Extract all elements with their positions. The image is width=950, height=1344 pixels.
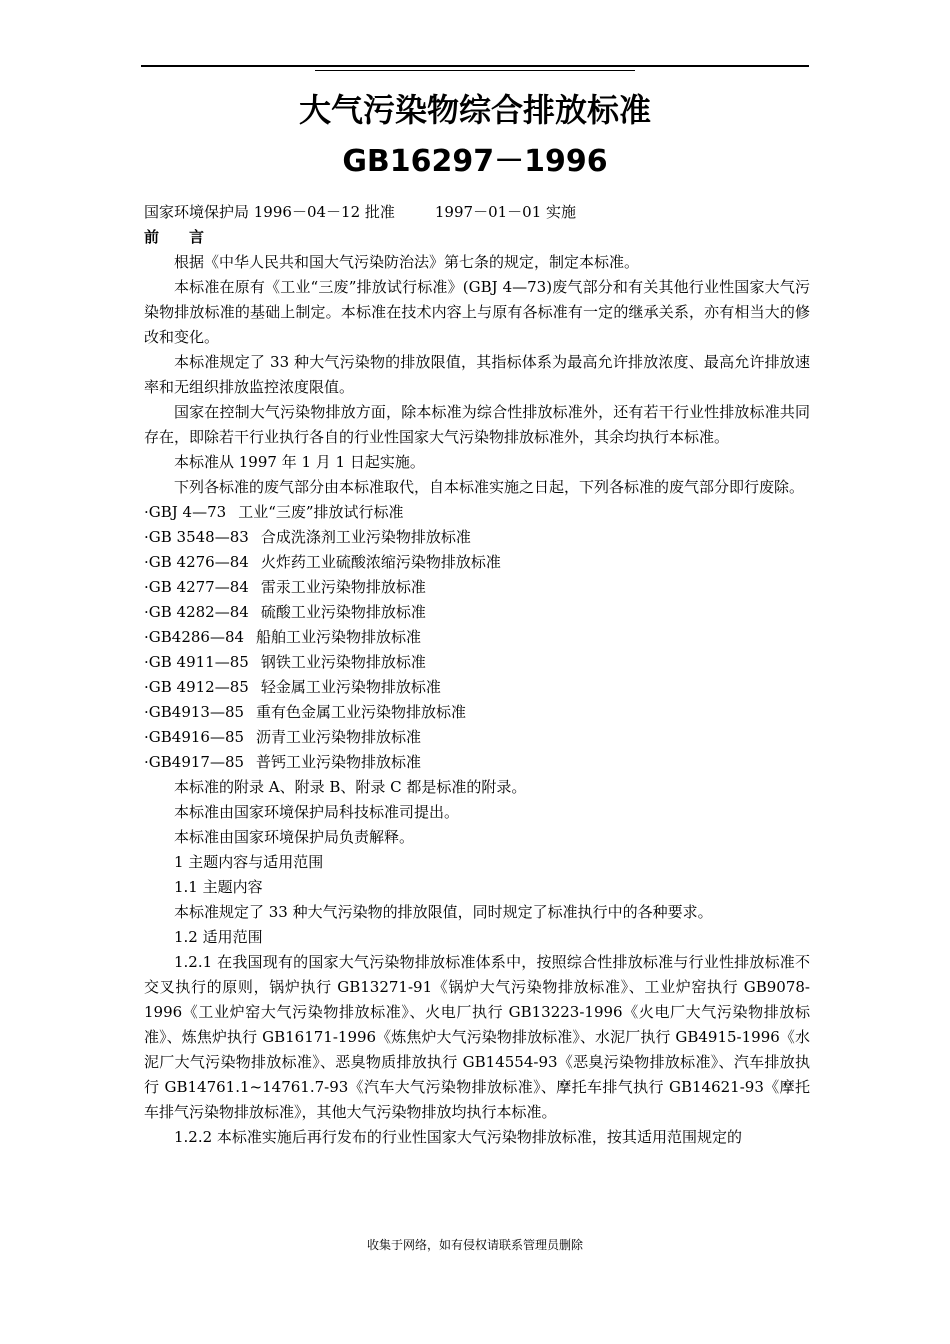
preface-paragraph: 下列各标准的废气部分由本标准取代，自本标准实施之日起，下列各标准的废气部分即行废除。 <box>174 478 805 496</box>
list-item <box>144 625 810 650</box>
replaced-standards-list <box>144 500 810 775</box>
standard-name-item: 普钙工业污染物排放标准 <box>256 753 422 771</box>
preface-paragraph: 国家在控制大气污染物排放方面，除本标准为综合性排放标准外，还有若干行业性排放标准共同存在，即除若干行业执行各自的行业性国家大气污染物排放标准外，其余均执行本标准。 <box>144 403 810 446</box>
approval-line <box>144 200 810 225</box>
preface-paragraph: 本标准在原有《工业“三废”排放试行标准》(GBJ 4—73)废气部分和有关其他行业性国家大气污染物排放标准的基础上制定。本标准在技术内容上与原有各标准有一定的继承关系，亦有相当大的修改和变化。 <box>144 278 810 346</box>
section-heading-1-1: 1.1 主题内容 <box>174 878 263 896</box>
header-rule-thin <box>315 70 635 71</box>
preface-heading <box>144 225 810 250</box>
standard-name-item: 轻金属工业污染物排放标准 <box>260 678 441 696</box>
section-heading-1: 1 主题内容与适用范围 <box>174 853 324 871</box>
standard-code-item: ·GB4917—85 <box>144 753 245 771</box>
list-item <box>144 575 810 600</box>
standard-name-item: 工业“三废”排放试行标准 <box>238 503 404 521</box>
standard-name-item: 雷汞工业污染物排放标准 <box>260 578 426 596</box>
section-1-2-2-text: 1.2.2 本标准实施后再行发布的行业性国家大气污染物排放标准，按其适用范围规定的 <box>174 1128 742 1146</box>
approval-text: 国家环境保护局 1996－04－12 批准 <box>144 203 395 221</box>
section-1-1-text: 本标准规定了 33 种大气污染物的排放限值，同时规定了标准执行中的各种要求。 <box>174 903 713 921</box>
standard-code-item: ·GB 4282—84 <box>144 603 249 621</box>
standard-name-item: 合成洗涤剂工业污染物排放标准 <box>260 528 471 546</box>
preface-heading-char-1: 前 <box>144 228 160 246</box>
standard-name-item: 重有色金属工业污染物排放标准 <box>256 703 467 721</box>
standard-code-item: ·GB 4276—84 <box>144 553 249 571</box>
standard-code-item: ·GB 4912—85 <box>144 678 249 696</box>
effective-text: 1997－01－01 实施 <box>434 203 577 221</box>
standard-name-item: 船舶工业污染物排放标准 <box>256 628 422 646</box>
standard-code-item: ·GB 4911—85 <box>144 653 249 671</box>
preface-paragraph: 本标准从 1997 年 1 月 1 日起实施。 <box>174 453 425 471</box>
standard-code-item: ·GBJ 4—73 <box>144 503 227 521</box>
standard-name-item: 硫酸工业污染物排放标准 <box>260 603 426 621</box>
standard-code-item: ·GB 3548—83 <box>144 528 249 546</box>
standard-code: GB16297－1996 <box>342 144 608 179</box>
list-item <box>144 500 810 525</box>
standard-code-item: ·GB 4277—84 <box>144 578 249 596</box>
document-title: 大气污染物综合排放标准 <box>298 91 651 129</box>
list-item <box>144 525 810 550</box>
standard-name-item: 钢铁工业污染物排放标准 <box>260 653 426 671</box>
closing-line: 本标准的附录 A、附录 B、附录 C 都是标准的附录。 <box>174 778 527 796</box>
footer-note: 收集于网络，如有侵权请联系管理员删除 <box>366 1238 583 1252</box>
preface-paragraph: 本标准规定了 33 种大气污染物的排放限值，其指标体系为最高允许排放浓度、最高允许排放速率和无组织排放监控浓度限值。 <box>144 353 810 396</box>
list-item <box>144 700 810 725</box>
preface-paragraph: 根据《中华人民共和国大气污染防治法》第七条的规定，制定本标准。 <box>174 253 640 271</box>
standard-name-item: 沥青工业污染物排放标准 <box>256 728 422 746</box>
list-item <box>144 650 810 675</box>
closing-line: 本标准由国家环境保护局科技标准司提出。 <box>174 803 460 821</box>
standard-code-item: ·GB4916—85 <box>144 728 245 746</box>
standard-name-item: 火炸药工业硫酸浓缩污染物排放标准 <box>260 553 501 571</box>
preface-heading-char-2: 言 <box>189 228 205 246</box>
standard-code-item: ·GB4913—85 <box>144 703 245 721</box>
list-item <box>144 600 810 625</box>
header-rule-thick <box>141 65 809 67</box>
section-1-2-1-text: 1.2.1 在我国现有的国家大气污染物排放标准体系中，按照综合性排放标准与行业性排放标准不交叉执行的原则，锅炉执行 GB13271-91《锅炉大气污染物排放标准》、工业炉窑执行 GB9078-1996《工业炉窑大气污染物排放标准》、火电厂执行 GB13223-1996《火电厂大气污染物排放标准》、炼焦炉执行 GB16171-1996《炼焦炉大气污染物排放标准》、水泥厂执行 GB4915-1996《水泥厂大气污染物排放标准》、恶臭物质排放执行 GB14554-93《恶臭污染物排放标准》、汽车排放执行 GB14761.1~14761.7-93《汽车大气污染物排放标准》、摩托车排气执行 GB14621-93《摩托车排气污染物排放标准》，其他大气污染物排放均执行本标准。 <box>144 953 810 1121</box>
standard-code-item: ·GB4286—84 <box>144 628 245 646</box>
list-item <box>144 725 810 750</box>
section-heading-1-2: 1.2 适用范围 <box>174 928 263 946</box>
document-body <box>144 200 810 1150</box>
list-item <box>144 675 810 700</box>
closing-line: 本标准由国家环境保护局负责解释。 <box>174 828 415 846</box>
list-item <box>144 750 810 775</box>
list-item <box>144 550 810 575</box>
